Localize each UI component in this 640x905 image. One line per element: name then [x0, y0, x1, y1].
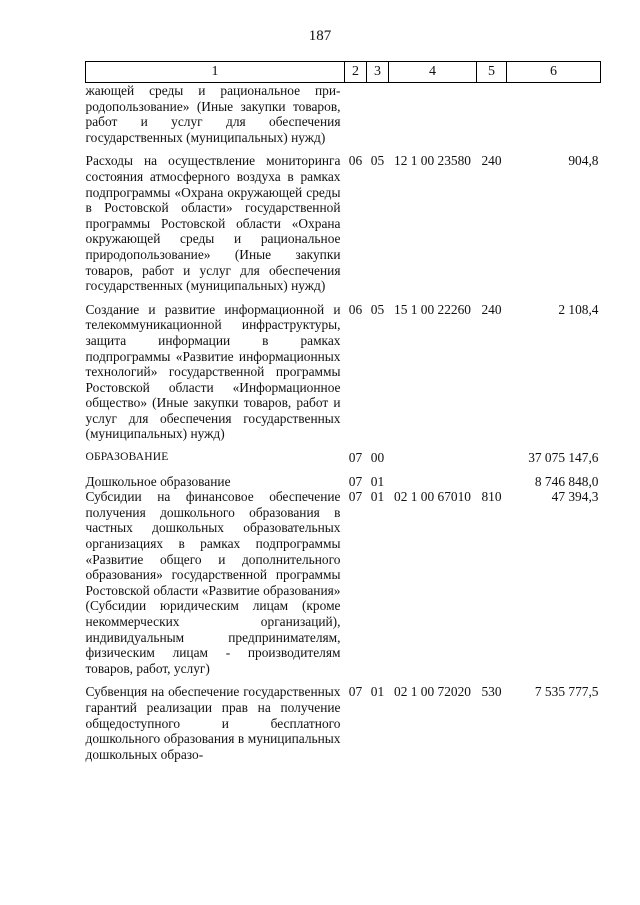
row-subsection: 01: [370, 473, 385, 489]
row-name: Субсидии на финансовое обеспечение получения дошкольного образования в частных дошкольных образовательных организациях в рамках подпрограммы «Развитие общего и дополнительного образования» государственной программы Ростовской области «Развитие образования» (Субсидии юридическим лицам (кроме некоммерческих организаций), индивидуальным предпринимателям, физическим лицам - производителям товаров, работ, услуг): [85, 489, 341, 676]
page-number: 187: [308, 28, 332, 44]
table-row: [86, 83, 601, 146]
row-target-article: [389, 450, 477, 466]
row-subsection: 05: [370, 301, 385, 317]
row-name: Расходы на осуществление мониторинга состояния атмосферного воздуха в рамках подпрограммы «Охрана окружающей среды в Ростовской области» государственной программы Ростовской области «Охрана окружающей среды и рациональное природопользование» (Иные закупки товаров, работ и услуг для обеспечения государственных (муниципальных) нужд): [85, 153, 341, 294]
header-target-article: 4: [389, 62, 477, 83]
row-name: Субвенция на обеспечение государственных гарантий реализации прав на получение общедоступного и бесплатного дошкольного образования в муниципальных дошкольных образо-: [85, 684, 341, 762]
row-target-article: [389, 83, 477, 146]
row-expense-type: 530: [481, 684, 502, 700]
row-amount: 904,8: [568, 153, 599, 169]
row-amount: 37 075 147,6: [528, 450, 599, 466]
table-row: [86, 153, 601, 293]
row-amount: 47 394,3: [551, 489, 599, 505]
header-name: 1: [86, 62, 345, 83]
table-row: [86, 489, 601, 676]
table-row: [86, 684, 601, 762]
table-row: [86, 302, 601, 442]
row-section: 06: [348, 301, 363, 317]
row-subsection: 05: [370, 153, 385, 169]
row-section: 07: [348, 489, 363, 505]
row-subsection: 01: [370, 684, 385, 700]
row-expense-type: [477, 83, 507, 146]
row-amount: 7 535 777,5: [534, 684, 599, 700]
row-name: Дошкольное образование: [85, 473, 231, 489]
row-expense-type: [477, 450, 507, 466]
row-subsection: [367, 83, 389, 146]
row-expense-type: [477, 474, 507, 490]
row-amount: 2 108,4: [558, 301, 599, 317]
row-name: ОБРАЗОВАНИЕ: [85, 451, 169, 464]
row-subsection: 00: [370, 450, 385, 466]
row-target-article: 12 1 00 23580: [394, 153, 471, 169]
row-section: [345, 83, 367, 146]
row-name: жающей среды и рациональное природопользование» (Иные закупки товаров, работ и услуг для обеспечения государственных (муниципальных) нужд): [85, 83, 341, 145]
row-amount: [507, 83, 601, 146]
row-section: 07: [348, 473, 363, 489]
header-amount: 6: [507, 62, 601, 83]
row-section: 06: [348, 153, 363, 169]
row-amount: 8 746 848,0: [534, 473, 599, 489]
row-expense-type: 240: [481, 301, 502, 317]
table-row: [86, 474, 601, 490]
row-target-article: 02 1 00 67010: [394, 489, 471, 505]
row-section: 07: [348, 684, 363, 700]
row-target-article: 15 1 00 22260: [394, 301, 471, 317]
row-section: 07: [348, 450, 363, 466]
header-section: 2: [345, 62, 367, 83]
row-name: Создание и развитие информационной и телекоммуникационной инфраструктуры, защита информации в рамках подпрограммы «Развитие информационных технологий» государственной программы Ростовской области «Информационное общество» (Иные закупки товаров, работ и услуг для обеспечения государственных (муниципальных) нужд): [85, 301, 341, 442]
header-expense-type: 5: [477, 62, 507, 83]
row-target-article: [389, 474, 477, 490]
row-target-article: 02 1 00 72020: [394, 684, 471, 700]
table-row: [86, 450, 601, 466]
row-expense-type: 240: [481, 153, 502, 169]
header-subsection: 3: [367, 62, 389, 83]
budget-table: [85, 61, 601, 762]
row-expense-type: 810: [481, 489, 502, 505]
table-header: [86, 62, 601, 83]
row-subsection: 01: [370, 489, 385, 505]
